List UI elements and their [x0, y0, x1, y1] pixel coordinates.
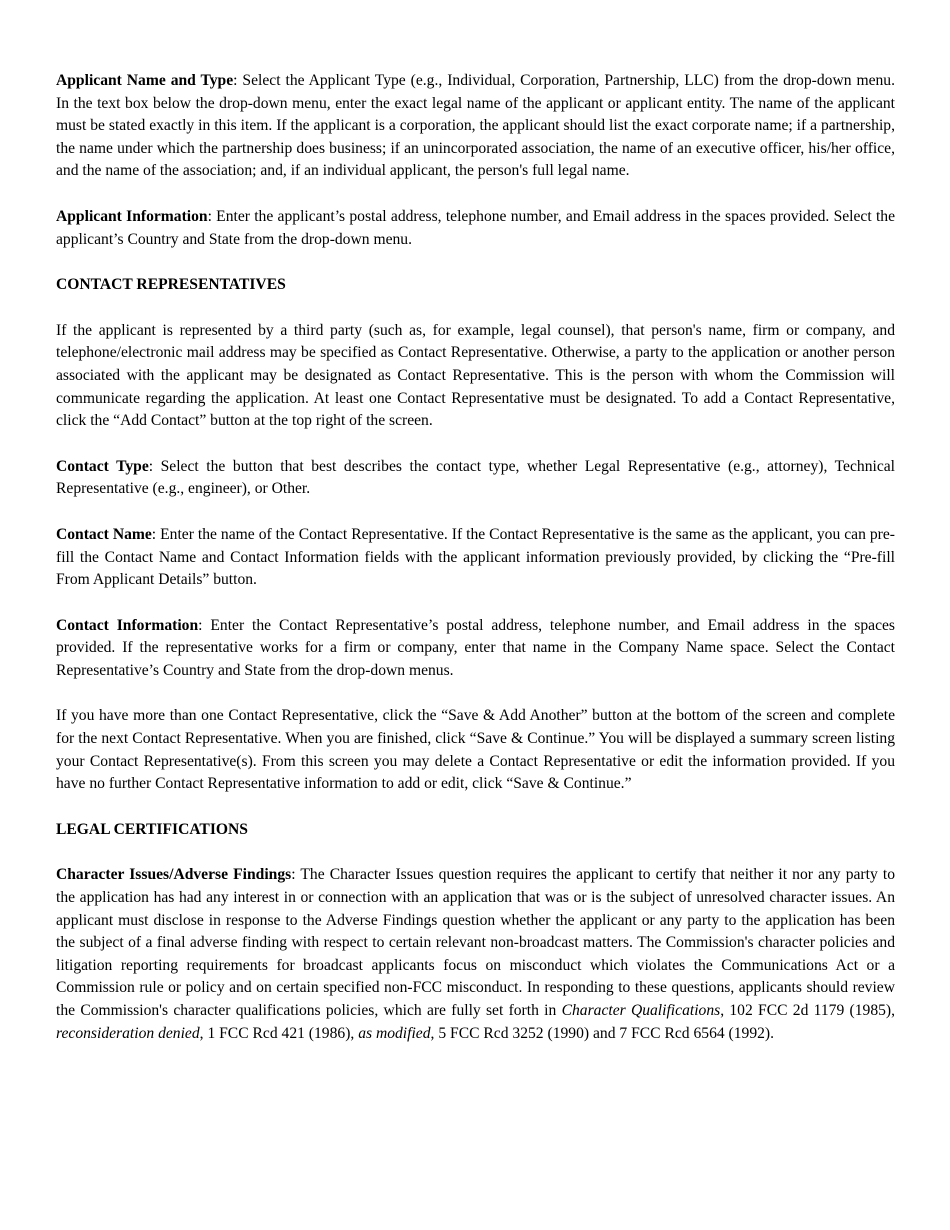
applicant-info-label: Applicant Information	[56, 207, 208, 225]
character-text: : The Character Issues question requires the applicant to certify that neither it nor any party to the application has had any interest in or connection with an application that was or is the subject of unresolved character issues. An applicant must disclose in response to the Adverse Findings question whether the applicant or any party to the application has been the subject of a final adverse finding with respect to certain relevant non-broadcast matters. The Commission's character policies and litigation reporting requirements for broadcast applicants focus on misconduct which violates the Communications Act or a Commission rule or policy and on certain specified non-FCC misconduct. In responding to these questions, applicants should review the Commission's character qualifications policies, which are fully set forth in	[56, 866, 895, 1019]
character-paragraph	[56, 864, 895, 1045]
contact-name-text: : Enter the name of the Contact Representative. If the Contact Representative is the same as the applicant, you can pre-fill the Contact Name and Contact Information fields with the applicant information previously provided, by clicking the “Pre-fill From Applicant Details” button.	[56, 525, 895, 589]
citation-ref-3: , 5 FCC Rcd 3252 (1990) and 7 FCC Rcd 6564 (1992).	[430, 1024, 775, 1042]
contact-intro-paragraph: If the applicant is represented by a third party (such as, for example, legal counsel), that person's name, firm or company, and telephone/electronic mail address may be specified as Contact Representative. Otherwise, a party to the application or another person associated with the applicant may be designated as Contact Representative. This is the person with whom the Commission will communicate regarding the application. At least one Contact Representative must be designated. To add a Contact Representative, click the “Add Contact” button at the top right of the screen.	[56, 321, 895, 430]
character-label: Character Issues/Adverse Findings	[56, 866, 292, 884]
contact-type-paragraph	[56, 456, 895, 501]
contact-info-label: Contact Information	[56, 616, 199, 634]
citation-title-3: as modified	[358, 1024, 431, 1042]
contact-info-text: : Enter the Contact Representative’s postal address, telephone number, and Email address in the spaces provided. If the representative works for a firm or company, enter that name in the Company Name space. Select the Contact Representative’s Country and State from the drop-down menus.	[56, 616, 896, 679]
applicant-info-text: : Enter the applicant’s postal address, telephone number, and Email address in the spaces provided. Select the applicant’s Country and State from the drop-down menu.	[56, 207, 896, 248]
contact-name-paragraph	[56, 524, 895, 592]
citation-title-2: reconsideration denied	[56, 1024, 200, 1042]
applicant-name-paragraph	[56, 70, 895, 183]
applicant-name-label: Applicant Name and Type	[56, 72, 234, 89]
contact-type-text: : Select the button that best describes the contact type, whether Legal Representative (e.g., attorney), Technical Representative (e.g., engineer), or Other.	[56, 457, 895, 498]
contact-info-paragraph	[56, 615, 895, 683]
applicant-info-paragraph	[56, 206, 895, 251]
applicant-name-text: : Select the Applicant Type (e.g., Individual, Corporation, Partnership, LLC) from the drop-down menu. In the text box below the drop-down menu, enter the exact legal name of the applicant or applicant entity. The name of the applicant must be stated exactly in this item. If the applicant is a corporation, the applicant should list the exact corporate name; if a partnership, the name under which the partnership does business; if an unincorporated association, the name of an executive officer, his/her office, and the name of the association; and, if an individual applicant, the person's full legal name.	[56, 72, 895, 180]
contact-type-label: Contact Type	[56, 457, 149, 475]
legal-certifications-heading: LEGAL CERTIFICATIONS	[56, 820, 248, 838]
citation-ref-2: , 1 FCC Rcd 421 (1986),	[199, 1024, 359, 1042]
multiple-contacts-paragraph: If you have more than one Contact Representative, click the “Save & Add Another” button at the bottom of the screen and complete for the next Contact Representative. When you are finished, click “Save & Continue.” You will be displayed a summary screen listing your Contact Representative(s). From this screen you may delete a Contact Representative or edit the information provided. If you have no further Contact Representative information to add or edit, click “Save & Continue.”	[56, 707, 895, 793]
citation-ref-1: , 102 FCC 2d 1179 (1985),	[720, 1002, 896, 1019]
citation-title-1: Character Qualifications	[561, 1002, 721, 1019]
contact-name-label: Contact Name	[56, 525, 152, 543]
contact-representatives-heading: CONTACT REPRESENTATIVES	[56, 276, 286, 294]
